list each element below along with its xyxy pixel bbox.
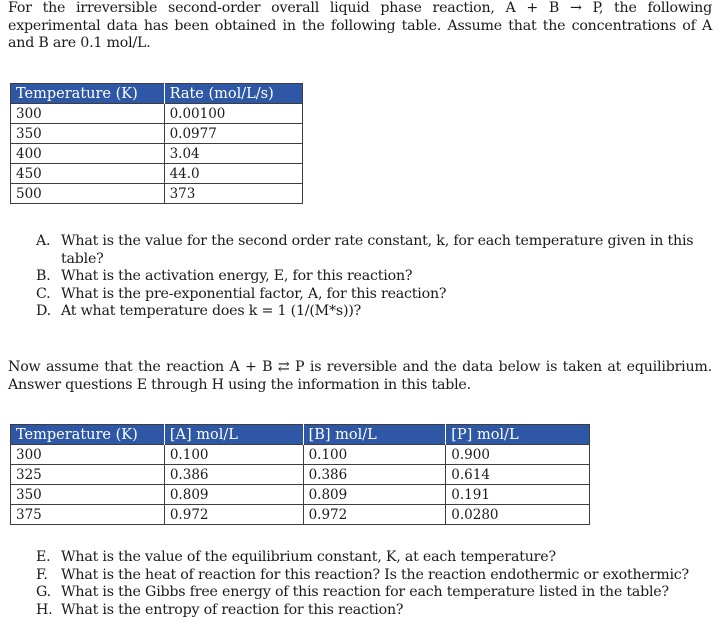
table-cell: 350 [11,485,165,505]
table-cell: 44.0 [164,164,302,184]
table-row [11,104,303,124]
question-letter: D. [36,303,51,320]
question-letter: A. [36,233,51,249]
rate-table-header-row [11,84,303,104]
table-cell: 500 [11,184,165,204]
question-text: What is the activation energy, E, for this reaction? [61,268,413,285]
table-cell: 0.100 [164,445,303,465]
table-cell: 375 [11,505,165,525]
question-letter: F. [36,566,48,583]
question-list-e-h [36,549,722,619]
question-letter: B. [36,268,51,285]
table-row [11,124,303,144]
intro-paragraph: For the irreversible second-order overall liquid phase reaction, A + B → P, the following experimental data has been obtained in the following table. Assume that the concentrations of A and B are 0.1 mol/L. [8,0,712,51]
question-item [36,602,722,620]
table-cell: 0.809 [303,485,446,505]
table-cell: 0.100 [303,445,446,465]
question-letter: E. [36,549,51,565]
table-cell: 0.614 [446,465,590,485]
table-cell: 350 [11,124,165,144]
question-item [36,268,712,286]
question-item [36,584,722,602]
table-cell: 0.191 [446,485,590,505]
table-row [11,505,590,525]
question-text: What is the Gibbs free energy of this reaction for each temperature listed in the table? [61,584,669,601]
question-item [36,549,722,567]
question-item [36,303,712,321]
table-cell: 0.809 [164,485,303,505]
table-row [11,164,303,184]
table-row [11,465,590,485]
equilibrium-table [10,424,590,525]
table-cell: 400 [11,144,165,164]
question-list-a-d [36,233,712,321]
table-cell: 300 [11,104,165,124]
table-cell: 0.386 [303,465,446,485]
table-cell: 0.972 [164,505,303,525]
eq-table-header-temperature: Temperature (K) [11,425,165,445]
table-cell: 0.386 [164,465,303,485]
table-cell: 300 [11,445,165,465]
question-letter: C. [36,285,51,302]
table-row [11,184,303,204]
table-cell: 0.0977 [164,124,302,144]
question-text: What is the value of the equilibrium constant, K, at each temperature? [61,549,556,565]
rate-table-header-rate: Rate (mol/L/s) [164,84,302,104]
question-letter: G. [36,584,51,601]
table-cell: 0.972 [303,505,446,525]
rate-table [10,83,303,204]
question-text: What is the value for the second order rate constant, k, for each temperature given in this table? [61,233,694,267]
equilibrium-table-header-row [11,425,590,445]
question-letter: H. [36,601,53,618]
equilibrium-intro-paragraph: Now assume that the reaction A + B ⇄ P is reversible and the data below is taken at equilibrium. Answer questions E through H using the information in this table. [8,359,712,393]
table-cell: 0.00100 [164,104,302,124]
question-text: What is the entropy of reaction for this reaction? [61,601,404,618]
eq-table-header-p: [P] mol/L [446,425,590,445]
table-cell: 0.0280 [446,505,590,525]
question-text: What is the pre-exponential factor, A, for this reaction? [61,285,447,302]
question-text: At what temperature does k = 1 (1/(M*s))? [61,303,362,320]
table-cell: 450 [11,164,165,184]
table-cell: 373 [164,184,302,204]
rate-table-header-temperature: Temperature (K) [11,84,165,104]
table-row [11,445,590,465]
question-text: What is the heat of reaction for this reaction? Is the reaction endothermic or exothermic? [61,566,689,583]
table-row [11,485,590,505]
table-cell: 3.04 [164,144,302,164]
table-row [11,144,303,164]
question-item [36,286,712,304]
question-item [36,233,712,268]
question-item [36,567,722,585]
eq-table-header-a: [A] mol/L [164,425,303,445]
table-cell: 325 [11,465,165,485]
table-cell: 0.900 [446,445,590,465]
eq-table-header-b: [B] mol/L [303,425,446,445]
